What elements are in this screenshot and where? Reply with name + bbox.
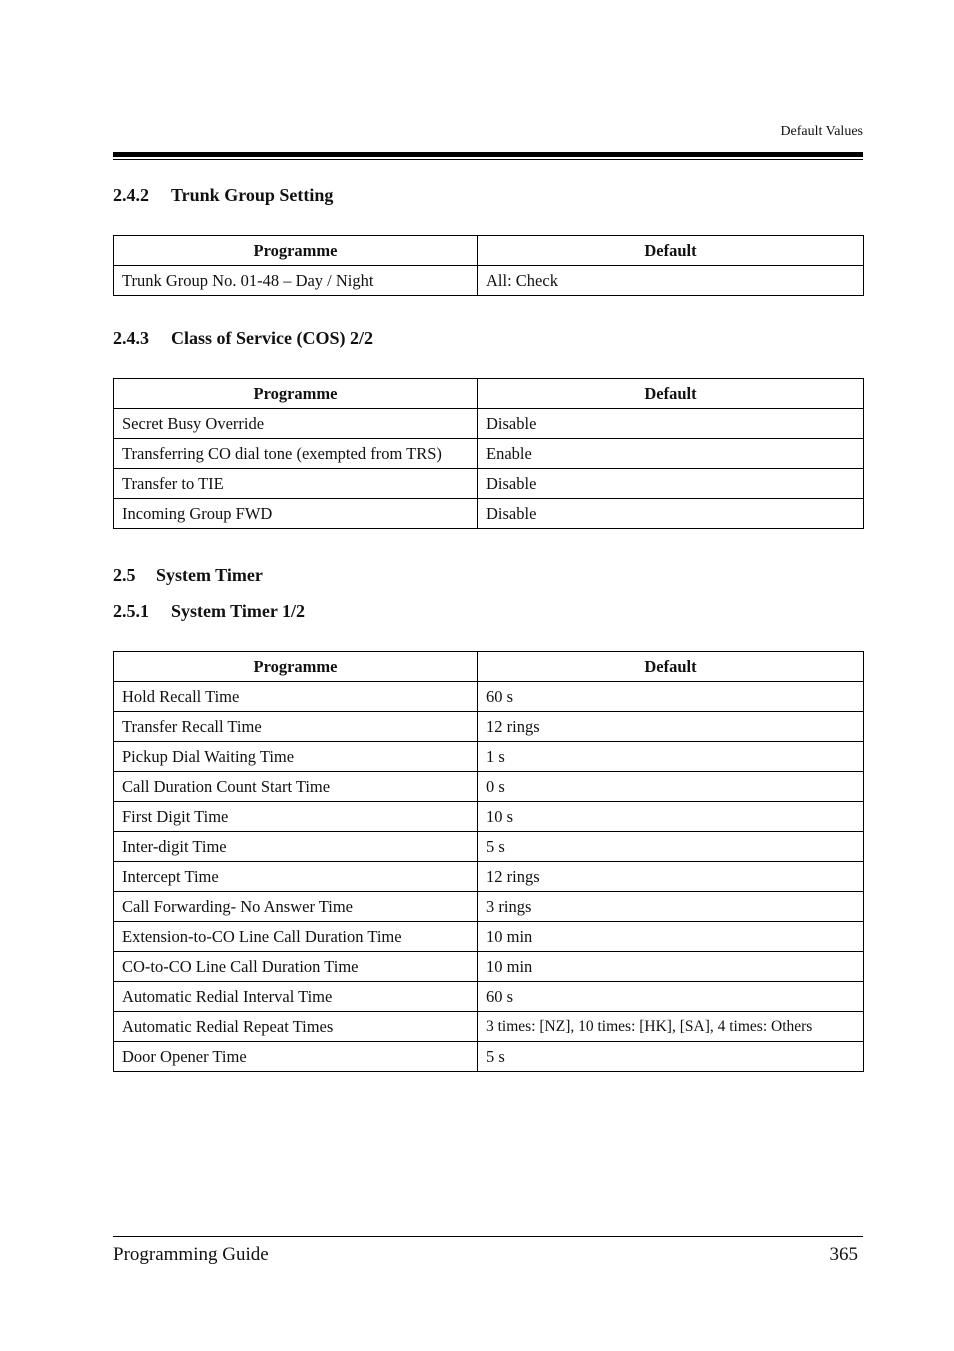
default-cell: 3 times: [NZ], 10 times: [HK], [SA], 4 times: Others: [478, 1012, 864, 1042]
programme-cell: Automatic Redial Interval Time: [114, 982, 478, 1012]
section-title: System Timer: [156, 565, 263, 585]
default-cell: All: Check: [478, 266, 864, 296]
programme-cell: Pickup Dial Waiting Time: [114, 742, 478, 772]
default-cell: 60 s: [478, 982, 864, 1012]
table-row: [114, 802, 864, 832]
section-number: 2.5.1: [113, 601, 149, 621]
table-row: [114, 682, 864, 712]
running-head: Default Values: [780, 124, 863, 139]
section-title: Trunk Group Setting: [171, 185, 334, 205]
table-row: [114, 469, 864, 499]
table-row: [114, 409, 864, 439]
programme-cell: First Digit Time: [114, 802, 478, 832]
programme-cell: Trunk Group No. 01-48 – Day / Night: [114, 266, 478, 296]
column-header-programme: Programme: [114, 652, 478, 682]
table-row: [114, 832, 864, 862]
column-header-programme: Programme: [114, 379, 478, 409]
table-row: [114, 862, 864, 892]
default-cell: Disable: [478, 409, 864, 439]
programme-cell: Inter-digit Time: [114, 832, 478, 862]
programme-cell: Transferring CO dial tone (exempted from TRS): [114, 439, 478, 469]
column-header-default: Default: [478, 652, 864, 682]
default-cell: 12 rings: [478, 712, 864, 742]
table-row: [114, 1042, 864, 1072]
section-heading-2-5: [113, 565, 263, 586]
table-row: [114, 922, 864, 952]
class-of-service-table: [113, 378, 864, 529]
default-cell: 0 s: [478, 772, 864, 802]
programme-cell: Hold Recall Time: [114, 682, 478, 712]
default-cell: 1 s: [478, 742, 864, 772]
default-cell: 5 s: [478, 832, 864, 862]
programme-cell: Incoming Group FWD: [114, 499, 478, 529]
header-rule-thick: [113, 152, 863, 157]
default-cell: 60 s: [478, 682, 864, 712]
section-number: 2.5: [113, 565, 136, 585]
system-timer-table: [113, 651, 864, 1072]
column-header-default: Default: [478, 379, 864, 409]
section-heading-2-4-2: [113, 185, 333, 206]
header-rule-thin: [113, 159, 863, 160]
programme-cell: Transfer Recall Time: [114, 712, 478, 742]
table-row: [114, 439, 864, 469]
programme-cell: Door Opener Time: [114, 1042, 478, 1072]
column-header-programme: Programme: [114, 236, 478, 266]
default-cell: 3 rings: [478, 892, 864, 922]
default-cell: 5 s: [478, 1042, 864, 1072]
programme-cell: Call Forwarding- No Answer Time: [114, 892, 478, 922]
default-cell: Disable: [478, 499, 864, 529]
table-row: [114, 952, 864, 982]
section-title: System Timer 1/2: [171, 601, 305, 621]
default-cell: 10 min: [478, 922, 864, 952]
programme-cell: Automatic Redial Repeat Times: [114, 1012, 478, 1042]
section-heading-2-5-1: [113, 601, 305, 622]
section-number: 2.4.3: [113, 328, 149, 348]
default-cell: Disable: [478, 469, 864, 499]
default-cell: 12 rings: [478, 862, 864, 892]
table-row: [114, 982, 864, 1012]
table-header-row: [114, 379, 864, 409]
footer-guide-title: Programming Guide: [113, 1244, 269, 1265]
section-heading-2-4-3: [113, 328, 373, 349]
table-row: [114, 892, 864, 922]
programme-cell: Call Duration Count Start Time: [114, 772, 478, 802]
section-title: Class of Service (COS) 2/2: [171, 328, 373, 348]
table-row: [114, 1012, 864, 1042]
table-row: [114, 772, 864, 802]
table-header-row: [114, 236, 864, 266]
page-number: 365: [829, 1244, 858, 1265]
table-row: [114, 266, 864, 296]
table-row: [114, 712, 864, 742]
programme-cell: CO-to-CO Line Call Duration Time: [114, 952, 478, 982]
programme-cell: Extension-to-CO Line Call Duration Time: [114, 922, 478, 952]
column-header-default: Default: [478, 236, 864, 266]
programme-cell: Secret Busy Override: [114, 409, 478, 439]
programme-cell: Intercept Time: [114, 862, 478, 892]
default-cell: 10 s: [478, 802, 864, 832]
table-row: [114, 499, 864, 529]
default-cell: Enable: [478, 439, 864, 469]
trunk-group-table: [113, 235, 864, 296]
footer-rule: [113, 1236, 863, 1237]
default-cell: 10 min: [478, 952, 864, 982]
section-number: 2.4.2: [113, 185, 149, 205]
table-row: [114, 742, 864, 772]
table-header-row: [114, 652, 864, 682]
programme-cell: Transfer to TIE: [114, 469, 478, 499]
